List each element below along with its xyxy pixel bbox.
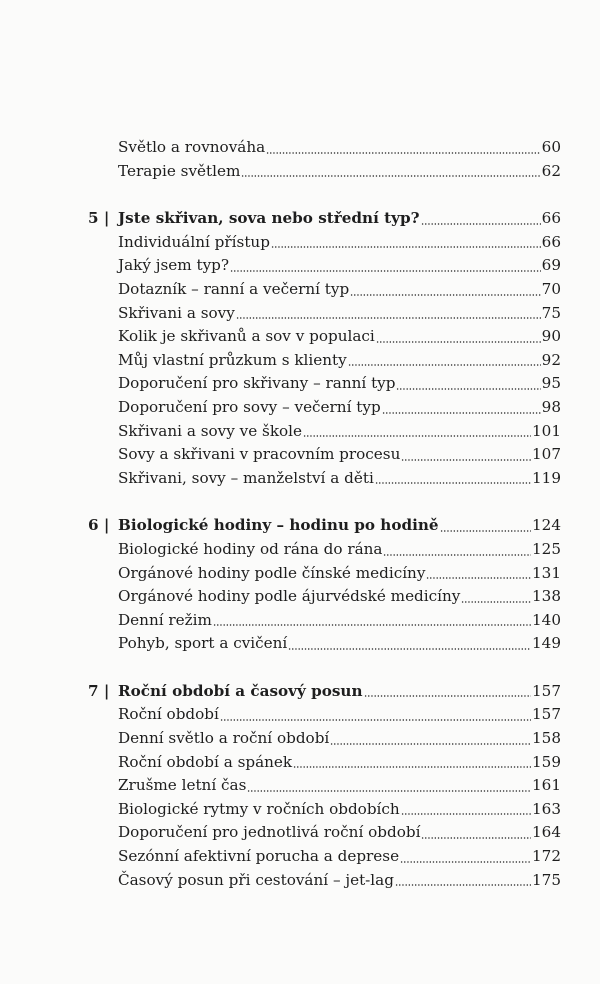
dot-leader [426, 577, 531, 579]
toc-entry [0, 231, 600, 255]
entry-title: Individuální přístup [118, 232, 270, 251]
dot-leader [303, 435, 531, 437]
entry-line [118, 845, 561, 869]
entry-title: Roční období a spánek [118, 752, 293, 771]
toc-entry [0, 774, 600, 798]
chapter-heading [0, 207, 600, 231]
dot-leader [375, 482, 531, 484]
entry-title: Sovy a skřivani v pracovním procesu [118, 445, 401, 464]
entry-line [118, 302, 561, 326]
dot-leader [401, 813, 531, 815]
toc-entry [0, 703, 600, 727]
page-number: 140 [532, 610, 561, 629]
page-number: 60 [541, 138, 561, 156]
dot-leader [293, 766, 531, 768]
page-number: 101 [532, 421, 561, 440]
page-number: 124 [532, 516, 561, 535]
toc-entry [0, 278, 600, 302]
page-number: 158 [532, 729, 561, 748]
entry-line [118, 136, 561, 160]
page-number: 66 [541, 232, 561, 251]
dot-leader [364, 695, 532, 697]
entry-title: Můj vlastní průzkum s klienty [118, 350, 347, 369]
dot-leader [241, 175, 540, 177]
dot-leader [350, 294, 540, 296]
page-number: 175 [532, 870, 561, 889]
dot-leader [400, 861, 531, 863]
toc-entry [0, 136, 600, 160]
dot-leader [348, 364, 541, 366]
dot-leader [440, 530, 531, 532]
entry-line [118, 372, 561, 396]
page-number: 161 [532, 776, 561, 795]
entry-line [118, 774, 561, 798]
toc-entry [0, 609, 600, 633]
entry-title: Časový posun při cestování – jet-lag [118, 870, 394, 889]
toc-section [0, 680, 600, 892]
entry-title: Biologické hodiny od rána do rána [118, 539, 383, 558]
page-number: 164 [532, 823, 561, 842]
chapter-heading [0, 680, 600, 704]
entry-title: Orgánové hodiny podle ájurvédské medicíny [118, 587, 461, 606]
entry-title: Doporučení pro skřivany – ranní typ [118, 374, 396, 393]
page-number: 157 [532, 705, 561, 724]
toc-entry [0, 325, 600, 349]
toc-entry [0, 845, 600, 869]
entry-title: Doporučení pro jednotlivá roční období [118, 823, 421, 842]
dot-leader [383, 554, 531, 556]
entry-line [118, 207, 561, 231]
entry-line [118, 254, 561, 278]
entry-title: Denní režim [118, 610, 212, 629]
toc-entry [0, 372, 600, 396]
chapter-number: 6 | [88, 516, 110, 535]
entry-line [118, 467, 561, 491]
entry-title: Terapie světlem [118, 161, 241, 180]
entry-line [118, 585, 561, 609]
entry-line [118, 538, 561, 562]
entry-title: Skřivani a sovy ve škole [118, 421, 303, 440]
toc-entry [0, 751, 600, 775]
entry-line [118, 632, 561, 656]
page-number: 159 [532, 752, 561, 771]
toc-section [0, 136, 600, 183]
toc-entry [0, 396, 600, 420]
entry-title: Jaký jsem typ? [118, 256, 230, 275]
page-number: 119 [532, 468, 561, 487]
entry-title: Pohyb, sport a cvičení [118, 634, 288, 653]
entry-line [118, 514, 561, 538]
entry-line [118, 231, 561, 255]
page-number: 98 [541, 397, 561, 416]
entry-line [118, 680, 561, 704]
entry-line [118, 420, 561, 444]
page-number: 149 [532, 634, 561, 653]
entry-title: Zrušme letní čas [118, 776, 247, 795]
entry-line [118, 443, 561, 467]
chapter-number: 7 | [88, 681, 110, 700]
entry-title: Roční období [118, 705, 219, 724]
entry-line [118, 396, 561, 420]
toc-entry [0, 821, 600, 845]
chapter-heading [0, 514, 600, 538]
page-number: 62 [541, 161, 561, 180]
entry-title: Biologické hodiny – hodinu po hodině [118, 516, 439, 535]
page-number: 92 [541, 350, 561, 369]
dot-leader [401, 459, 531, 461]
entry-title: Skřivani a sovy [118, 303, 235, 322]
toc-entry [0, 443, 600, 467]
page-number: 69 [541, 256, 561, 275]
entry-title: Doporučení pro sovy – večerní typ [118, 397, 381, 416]
page-number: 107 [532, 445, 561, 464]
toc-entry [0, 585, 600, 609]
entry-line [118, 609, 561, 633]
page-number: 75 [541, 303, 561, 322]
toc-entry [0, 420, 600, 444]
table-of-contents [0, 136, 600, 916]
entry-title: Biologické rytmy v ročních obdobích [118, 799, 400, 818]
toc-entry [0, 727, 600, 751]
toc-entry [0, 632, 600, 656]
entry-title: Orgánové hodiny podle čínské medicíny [118, 563, 426, 582]
entry-title: Skřivani, sovy – manželství a děti [118, 468, 374, 487]
toc-entry [0, 467, 600, 491]
entry-title: Jste skřivan, sova nebo střední typ? [118, 209, 420, 228]
entry-line [118, 349, 561, 373]
entry-line [118, 278, 561, 302]
page-number: 131 [532, 563, 561, 582]
page-number: 70 [541, 279, 561, 298]
toc-entry [0, 869, 600, 893]
dot-leader [421, 223, 541, 225]
entry-line [118, 703, 561, 727]
toc-section [0, 207, 600, 490]
entry-line [118, 869, 561, 893]
page-number: 125 [532, 539, 561, 558]
dot-leader [230, 270, 541, 272]
toc-entry [0, 302, 600, 326]
page-number: 138 [532, 587, 561, 606]
page-number: 172 [532, 847, 561, 866]
dot-leader [421, 837, 531, 839]
entry-line [118, 798, 561, 822]
page-number: 95 [541, 374, 561, 393]
entry-line [118, 562, 561, 586]
dot-leader [236, 317, 541, 319]
dot-leader [213, 624, 531, 626]
entry-title: Denní světlo a roční období [118, 729, 330, 748]
entry-title: Dotazník – ranní a večerní typ [118, 279, 350, 298]
entry-line [118, 751, 561, 775]
dot-leader [288, 648, 531, 650]
dot-leader [461, 601, 531, 603]
dot-leader [247, 790, 531, 792]
chapter-number: 5 | [88, 209, 110, 228]
entry-title: Sezónní afektivní porucha a deprese [118, 847, 400, 866]
dot-leader [271, 246, 541, 248]
entry-line [118, 727, 561, 751]
toc-entry [0, 349, 600, 373]
entry-title: Světlo a rovnováha [118, 138, 266, 156]
toc-entry [0, 798, 600, 822]
page-number: 90 [541, 327, 561, 346]
entry-title: Kolik je skřivanů a sov v populaci [118, 327, 375, 346]
toc-entry [0, 562, 600, 586]
toc-entry [0, 160, 600, 184]
dot-leader [220, 719, 531, 721]
toc-entry [0, 538, 600, 562]
dot-leader [395, 884, 531, 886]
page-number: 157 [532, 681, 561, 700]
page-number: 66 [541, 209, 561, 228]
dot-leader [330, 743, 531, 745]
toc-section [0, 514, 600, 656]
dot-leader [266, 152, 541, 154]
dot-leader [396, 388, 540, 390]
dot-leader [382, 412, 541, 414]
entry-title: Roční období a časový posun [118, 681, 363, 700]
toc-entry [0, 254, 600, 278]
page-number: 163 [532, 799, 561, 818]
entry-line [118, 160, 561, 184]
entry-line [118, 325, 561, 349]
entry-line [118, 821, 561, 845]
dot-leader [376, 341, 541, 343]
